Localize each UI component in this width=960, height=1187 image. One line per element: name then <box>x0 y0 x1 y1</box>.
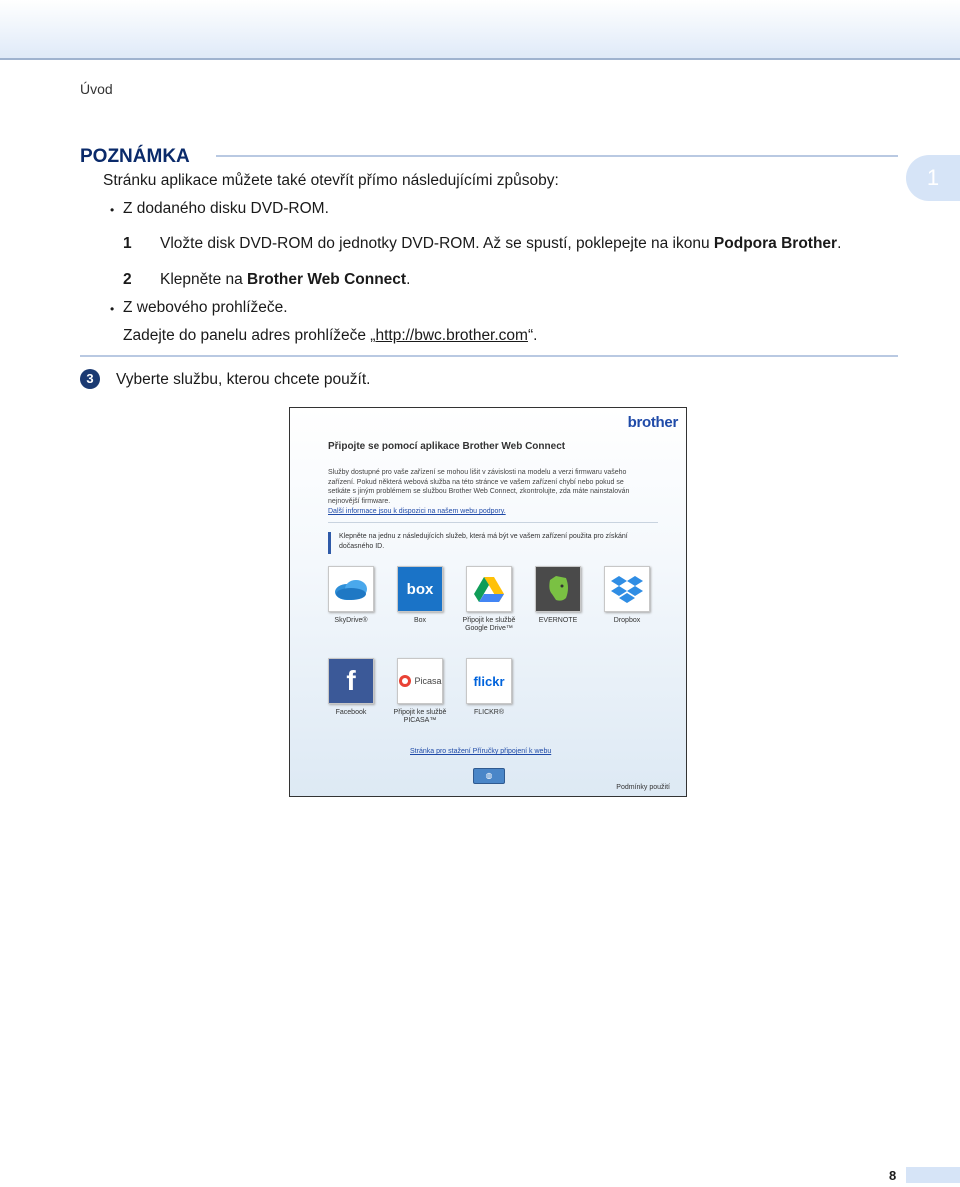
bullet-dot: • <box>110 302 115 316</box>
dropbox-icon <box>604 566 650 612</box>
support-link[interactable]: Další informace jsou k dispozici na našem webu podpory. <box>328 508 506 515</box>
substep-number-1: 1 <box>123 235 132 252</box>
picasa-icon-text: Picasa <box>414 676 442 686</box>
note-rule-top <box>216 155 898 157</box>
address-end: “. <box>527 327 538 344</box>
header-band <box>0 0 960 60</box>
running-head: Úvod <box>80 81 113 97</box>
substep-2: Klepněte na Brother Web Connect. <box>160 271 411 288</box>
guide-download-link[interactable]: Stránka pro stažení Příručky připojení k webu <box>410 748 552 755</box>
substep-2-text: Klepněte na <box>160 271 248 288</box>
page-number-bar <box>906 1167 960 1183</box>
brother-logo: brother <box>627 414 678 431</box>
note-bullet-dvd: Z dodaného disku DVD-ROM. <box>123 200 329 217</box>
service-label: Připojit ke službě PICASA™ <box>393 709 447 724</box>
service-label: Dropbox <box>613 617 641 624</box>
step-3-text: Vyberte službu, kterou chcete použít. <box>116 371 371 388</box>
service-dropbox[interactable] <box>597 566 657 625</box>
skydrive-icon <box>328 566 374 612</box>
screenshot-description: Služby dostupné pro vaše zařízení se mohou lišit v závislosti na modelu a verzi firmwaru vašeho zařízení. Pokud některá webová služba na této stránce ve vašem zařízení chybí nebo pokud se setkáte s jiným problémem se službou Brother Web Connect, zkontrolujte, zda máte nainstalován nejnovější firmware. <box>328 469 630 505</box>
service-label: SkyDrive® <box>334 617 368 624</box>
substep-1: Vložte disk DVD-ROM do jednotky DVD-ROM. Až se spustí, poklepejte na ikonu Podpora Brother. <box>160 235 842 252</box>
service-picasa[interactable] <box>390 658 450 725</box>
divider <box>328 522 658 523</box>
google-drive-icon <box>466 566 512 612</box>
instruction-box: Klepněte na jednu z následujících služeb, která má být ve vašem zařízení použita pro získání dočasného ID. <box>328 532 658 554</box>
substep-1-bold: Podpora Brother <box>713 235 838 252</box>
screenshot-title: Připojte se pomocí aplikace Brother Web Connect <box>328 441 566 452</box>
service-evernote[interactable] <box>528 566 588 625</box>
substep-number-2: 2 <box>123 271 132 288</box>
note-address-line <box>123 327 537 345</box>
globe-icon[interactable]: ◍ <box>473 768 505 784</box>
service-label: FLICKR® <box>473 709 505 716</box>
flickr-icon <box>466 658 512 704</box>
page-number: 8 <box>889 1168 897 1183</box>
box-icon <box>397 566 443 612</box>
service-flickr[interactable] <box>459 658 519 717</box>
note-intro: Stránku aplikace můžete také otevřít přímo následujícími způsoby: <box>103 172 559 189</box>
note-title: POZNÁMKA <box>80 146 190 167</box>
step-number-3: 3 <box>80 369 100 389</box>
bwc-url-link[interactable]: http://bwc.brother.com <box>375 327 528 344</box>
service-google-drive[interactable] <box>459 566 519 633</box>
note-rule-bottom <box>80 355 898 357</box>
service-skydrive[interactable] <box>321 566 381 625</box>
substep-1-text: Vložte disk DVD-ROM do jednotky DVD-ROM. Až se spustí, poklepejte na ikonu <box>160 235 714 252</box>
bullet-dot: • <box>110 203 115 217</box>
box-icon-text: box <box>406 580 434 598</box>
service-facebook[interactable] <box>321 658 381 717</box>
flickr-icon-text: flickr <box>473 673 505 689</box>
web-connect-screenshot <box>289 407 687 797</box>
service-label: EVERNOTE <box>538 617 578 624</box>
service-label: Facebook <box>335 709 367 716</box>
substep-2-bold: Brother Web Connect <box>247 271 407 288</box>
service-label: Připojit ke službě Google Drive™ <box>462 617 516 632</box>
picasa-icon <box>397 658 443 704</box>
note-bullet-browser: Z webového prohlížeče. <box>123 299 288 316</box>
chapter-tab: 1 <box>906 155 960 201</box>
address-text: Zadejte do panelu adres prohlížeče „ <box>123 327 376 344</box>
facebook-icon: f <box>328 658 374 704</box>
evernote-icon <box>535 566 581 612</box>
terms-of-use-link[interactable]: Podmínky použití <box>616 784 670 791</box>
service-label: Box <box>413 617 427 624</box>
service-box[interactable] <box>390 566 450 625</box>
